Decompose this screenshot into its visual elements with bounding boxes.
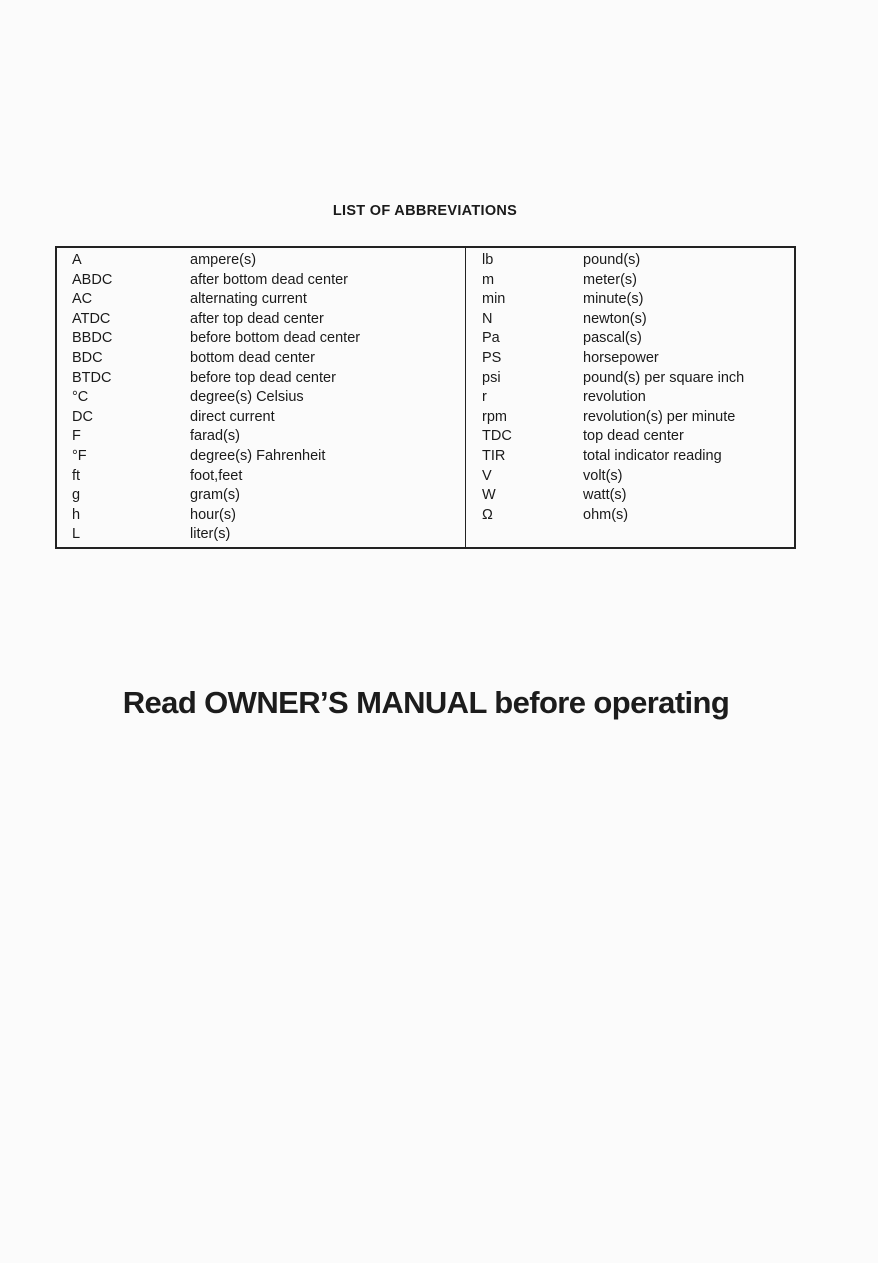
abbreviation-definition: total indicator reading [583,447,722,464]
abbreviation-definition: watt(s) [583,487,627,504]
abbreviation-definition: pascal(s) [583,330,642,347]
table-column-divider [465,246,466,549]
abbreviation-term: m [482,271,495,288]
abbreviation-definition: bottom dead center [190,349,315,366]
abbreviation-row [482,369,745,389]
abbreviation-term: A [72,252,82,268]
abbreviation-row [482,388,646,408]
abbreviation-term: g [72,487,81,504]
abbreviation-term: °F [72,447,87,464]
abbreviation-definition: pound(s) [583,252,641,268]
abbreviation-definition: revolution(s) per minute [583,408,736,425]
abbreviation-definition: before top dead center [190,369,336,386]
abbreviation-row [72,427,240,447]
abbreviations-right-column [482,251,745,525]
abbreviation-term: PS [482,349,502,366]
abbreviation-definition: after bottom dead center [190,271,348,288]
abbreviation-row [482,486,627,506]
abbreviation-term: TDC [482,428,512,445]
abbreviation-definition: degree(s) Celsius [190,389,304,406]
abbreviation-term: W [482,487,496,504]
abbreviation-row [72,349,315,369]
abbreviation-definition: degree(s) Fahrenheit [190,447,326,464]
abbreviation-row [72,251,257,271]
abbreviations-table-frame [55,246,796,549]
abbreviation-definition: top dead center [583,428,684,445]
abbreviation-row [482,408,736,428]
abbreviation-term: BBDC [72,330,113,347]
abbreviation-row [72,447,326,467]
abbreviation-term: V [482,467,492,484]
abbreviation-row [482,447,722,467]
abbreviation-row [72,408,275,428]
abbreviation-row [72,467,243,487]
abbreviation-definition: revolution [583,389,646,406]
abbreviation-term: N [482,310,493,327]
abbreviation-row [482,290,644,310]
abbreviation-term: rpm [482,408,507,425]
abbreviation-term: F [72,428,81,445]
abbreviation-row [482,271,637,291]
abbreviation-term: ABDC [72,271,113,288]
abbreviation-definition: hour(s) [190,506,236,523]
abbreviation-definition: before bottom dead center [190,330,361,347]
abbreviation-term: r [482,389,487,406]
abbreviation-definition: meter(s) [583,271,637,288]
abbreviation-term: min [482,291,506,308]
abbreviation-definition: ampere(s) [190,252,257,268]
abbreviation-definition: farad(s) [190,428,240,445]
abbreviation-term: lb [482,252,494,268]
abbreviation-definition: horsepower [583,349,659,366]
abbreviation-term: DC [72,408,93,425]
abbreviation-row [482,310,647,330]
abbreviation-row [72,506,236,526]
abbreviation-term: ATDC [72,310,111,327]
abbreviation-row [482,251,641,271]
abbreviation-term: BTDC [72,369,112,386]
abbreviation-row [72,388,304,408]
abbreviation-row [72,525,231,545]
abbreviation-definition: direct current [190,408,275,425]
abbreviation-row [482,329,642,349]
abbreviation-term: L [72,526,81,543]
abbreviation-term: Ω [482,506,493,523]
abbreviation-term: BDC [72,349,103,366]
abbreviations-title: LIST OF ABBREVIATIONS [332,203,518,219]
abbreviation-row [482,349,659,369]
abbreviation-row [72,271,348,291]
abbreviation-row [482,467,623,487]
abbreviation-term: ft [72,467,81,484]
abbreviation-definition: pound(s) per square inch [583,369,745,386]
abbreviation-definition: gram(s) [190,487,240,504]
abbreviation-row [482,427,684,447]
abbreviation-definition: minute(s) [583,291,644,308]
abbreviation-term: Pa [482,330,500,347]
abbreviation-term: TIR [482,447,506,464]
abbreviations-left-column [72,251,361,545]
owners-manual-notice: Read OWNER’S MANUAL before operating [122,685,730,720]
abbreviation-definition: alternating current [190,291,307,308]
abbreviation-row [72,329,361,349]
abbreviation-definition: volt(s) [583,467,623,484]
abbreviation-row [72,290,307,310]
abbreviation-definition: newton(s) [583,310,647,327]
abbreviation-term: °C [72,389,89,406]
abbreviation-row [72,369,336,389]
abbreviation-term: h [72,506,81,523]
abbreviation-row [72,486,240,506]
abbreviation-term: psi [482,369,501,386]
abbreviation-definition: liter(s) [190,526,231,543]
abbreviation-definition: foot,feet [190,467,243,484]
abbreviation-term: AC [72,291,93,308]
abbreviation-definition: after top dead center [190,310,324,327]
abbreviation-row [72,310,324,330]
abbreviation-definition: ohm(s) [583,506,629,523]
abbreviation-row [482,506,629,526]
